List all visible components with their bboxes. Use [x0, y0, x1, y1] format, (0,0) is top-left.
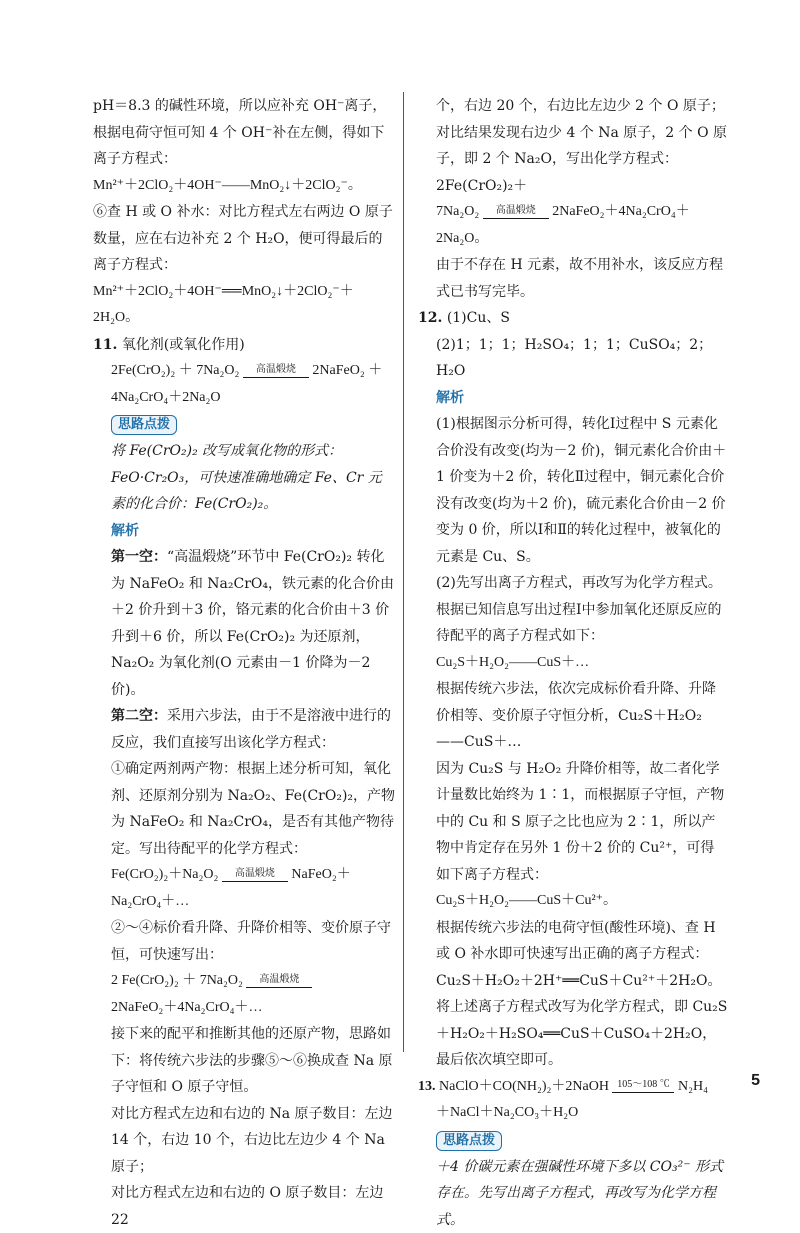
paragraph	[93, 703, 395, 756]
ion-equation: Mn²⁺＋2ClO₂＋4OH⁻——MnO₂↓＋2ClO₂⁻。	[93, 173, 395, 200]
equation	[93, 968, 395, 995]
reaction-condition: 高温煅烧	[235, 868, 275, 879]
reaction-condition: 高温煅烧	[496, 205, 536, 216]
left-column	[93, 93, 395, 1233]
equation	[93, 862, 395, 915]
paragraph: 因为 Cu₂S 与 H₂O₂ 升降价相等，故二者化学计量数比始终为 1∶1，而根据原子守恒，产物中的 Cu 和 S 原子之比也应为 2∶1，所以产物中肯定存在另外 1 份＋2 价的 Cu²⁺，可得如下离子方程式：	[418, 756, 728, 889]
question-number: 12.	[418, 310, 442, 326]
equation-right: N₂H₄	[678, 1079, 708, 1094]
ion-equation: Mn²⁺＋2ClO₂＋4OH⁻══MnO₂↓＋2ClO₂⁻＋2H₂O。	[93, 279, 395, 332]
paragraph: ⑥查 H 或 O 补水：对比方程式左右两边 O 原子数量，应在右边补充 2 个 H₂O，便可得最后的离子方程式：	[93, 199, 395, 279]
paragraph: ②～④标价看升降、升降价相等、变价原子守恒，可快速写出：	[93, 915, 395, 968]
equation	[418, 199, 728, 252]
equation-left: 7Na₂O₂	[436, 204, 479, 219]
paragraph: 将上述离子方程式改写为化学方程式，即 Cu₂S＋H₂O₂＋H₂SO₄══CuS＋CuSO₄＋2H₂O，最后依次填空即可。	[418, 994, 728, 1074]
equation-right: 2NaFeO₂ ＋	[312, 363, 382, 378]
tip-tag: 思路点拨	[111, 415, 177, 435]
page-number: 5	[751, 1072, 760, 1090]
reaction-arrow	[612, 1079, 674, 1093]
equation-left: 2 Fe(CrO₂)₂ ＋ 7Na₂O₂	[111, 973, 243, 988]
question-11	[93, 332, 395, 359]
question-12	[418, 305, 728, 332]
tip-text: ＋4 价碳元素在强碱性环境下多以 CO₃²⁻ 形式存在。先写出离子方程式，再改写为化学方程式。	[418, 1154, 728, 1233]
paragraph: (1)根据图示分析可得，转化Ⅰ过程中 S 元素化合价没有改变(均为－2 价)，铜元素化合价由＋1 价变为＋2 价，转化Ⅱ过程中，铜元素化合价没有改变(均为＋2 价)，硫元素化合价由－2 价变为 0 价，所以Ⅰ和Ⅱ的转化过程中，被氧化的元素是 Cu、S。	[418, 411, 728, 570]
answer-text: (1)Cu、S	[447, 310, 510, 326]
equation-right: NaFeO₂＋Na₂CrO₄＋…	[111, 867, 351, 909]
equation-continued: ＋NaCl＋Na₂CO₃＋H₂O	[418, 1100, 728, 1127]
answer-text: (2)1；1；1；H₂SO₄；1；1；CuSO₄；2；H₂O	[418, 332, 728, 385]
paragraph: 个，右边 20 个，右边比左边少 2 个 O 原子；	[418, 93, 728, 120]
paragraph: 根据传统六步法，依次完成标价看升降、升降价相等、变价原子守恒分析，Cu₂S＋H₂O₂——CuS＋…	[418, 676, 728, 756]
equation-right: 2NaFeO₂＋4Na₂CrO₄＋2Na₂O。	[436, 204, 690, 246]
paragraph: 对比方程式左边和右边的 O 原子数目：左边 22	[93, 1180, 395, 1233]
tip-text: 将 Fe(CrO₂)₂ 改写成氧化物的形式：FeO·Cr₂O₃，可快速准确地确定 Fe、Cr 元素的化合价：Fe(CrO₂)₂。	[93, 438, 395, 518]
paragraph: 根据传统六步法的电荷守恒(酸性环境)、查 H 或 O 补水即可快速写出正确的离子方程式：Cu₂S＋H₂O₂＋2H⁺══CuS＋Cu²⁺＋2H₂O。	[418, 915, 728, 995]
analysis-heading: 解析	[93, 518, 395, 545]
paragraph: pH＝8.3 的碱性环境，所以应补充 OH⁻离子，根据电荷守恒可知 4 个 OH⁻补在左侧，得如下离子方程式：	[93, 93, 395, 173]
equation	[93, 358, 395, 385]
paragraph: 对比结果发现右边少 4 个 Na 原子，2 个 O 原子，即 2 个 Na₂O，写出化学方程式：2Fe(CrO₂)₂＋	[418, 120, 728, 200]
reaction-arrow	[483, 205, 549, 219]
question-number: 13.	[418, 1079, 436, 1094]
paragraph	[93, 544, 395, 703]
reaction-condition: 高温煅烧	[259, 974, 299, 985]
paragraph: (2)先写出离子方程式，再改写为化学方程式。	[418, 570, 728, 597]
paragraph-text: 采用六步法，由于不是溶液中进行的反应，我们直接写出该化学方程式：	[111, 708, 391, 751]
equation-continued: 4Na₂CrO₄＋2Na₂O	[93, 385, 395, 412]
reaction-arrow	[243, 364, 309, 378]
answer-text: 氧化剂(或氧化作用)	[122, 337, 245, 353]
subheading: 第二空：	[111, 708, 167, 724]
analysis-heading: 解析	[418, 385, 728, 412]
question-number: 11.	[93, 337, 117, 353]
paragraph: ①确定两剂两产物：根据上述分析可知，氧化剂、还原剂分别为 Na₂O₂、Fe(CrO₂)₂，产物为 NaFeO₂ 和 Na₂CrO₄，是否有其他产物待定。写出待配平的化学方程式：	[93, 756, 395, 862]
equation-left: NaClO＋CO(NH₂)₂＋2NaOH	[439, 1079, 609, 1094]
right-column	[418, 93, 728, 1233]
reaction-condition: 105～108 ℃	[617, 1079, 670, 1090]
question-13	[418, 1074, 728, 1101]
ion-equation: Cu₂S＋H₂O₂——CuS＋…	[418, 650, 728, 677]
equation-left: Fe(CrO₂)₂＋Na₂O₂	[111, 867, 218, 882]
tip-tag: 思路点拨	[436, 1131, 502, 1151]
paragraph: 接下来的配平和推断其他的还原产物，思路如下：将传统六步法的步骤⑤～⑥换成查 Na 原子守恒和 O 原子守恒。	[93, 1021, 395, 1101]
equation-continued: 2NaFeO₂＋4Na₂CrO₄＋…	[93, 995, 395, 1022]
paragraph: 对比方程式左边和右边的 Na 原子数目：左边 14 个，右边 10 个，右边比左边少 4 个 Na 原子；	[93, 1101, 395, 1181]
paragraph-text: “高温煅烧”环节中 Fe(CrO₂)₂ 转化为 NaFeO₂ 和 Na₂CrO₄，铁元素的化合价由＋2 价升到＋3 价，铬元素的化合价由＋3 价升到＋6 价，所以 Fe(CrO₂)₂ 为还原剂，Na₂O₂ 为氧化剂(O 元素由－1 价降为－2 价)。	[111, 549, 394, 698]
equation-left: 2Fe(CrO₂)₂ ＋ 7Na₂O₂	[111, 363, 239, 378]
reaction-condition: 高温煅烧	[256, 364, 296, 375]
paragraph: 由于不存在 H 元素，故不用补水，该反应方程式已书写完毕。	[418, 252, 728, 305]
column-divider	[403, 92, 404, 1052]
reaction-arrow	[246, 974, 312, 988]
subheading: 第一空：	[111, 549, 167, 565]
reaction-arrow	[222, 868, 288, 882]
paragraph: 根据已知信息写出过程Ⅰ中参加氧化还原反应的待配平的离子方程式如下：	[418, 597, 728, 650]
ion-equation: Cu₂S＋H₂O₂——CuS＋Cu²⁺。	[418, 888, 728, 915]
